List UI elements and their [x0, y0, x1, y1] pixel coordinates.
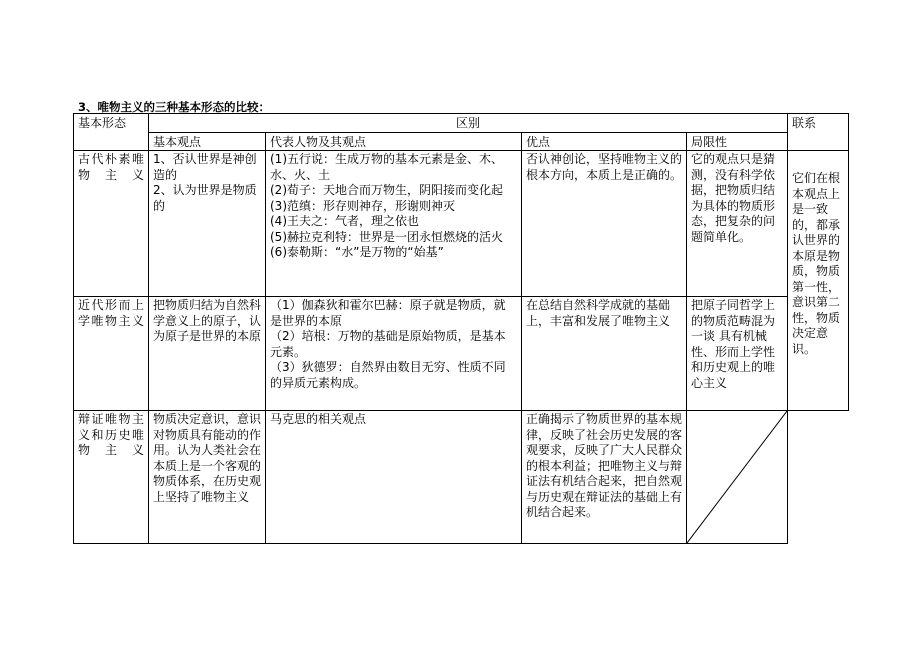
header-difference: 区别 [149, 114, 788, 133]
diagonal-line [687, 411, 787, 543]
limitations-cell: 把原子同哲学上的物质范畴混为一谈 具有机械性、形而上学性和历史观上的唯心主义 [687, 297, 788, 411]
figures-cell: 马克思的相关观点 [266, 411, 522, 544]
header-connection: 联系 [788, 114, 849, 151]
connection-cell: 它们在根本观点上是一致的，都承认世界的本原是物质，物质第一性，意识第二性，物质决定意识。 [788, 151, 849, 411]
form-cell: 辩证唯物主义和历史唯物主义 [74, 411, 149, 544]
merits-cell: 正确揭示了物质世界的基本规律，反映了社会历史发展的客观要求，反映了广大人民群众的根本利益；把唯物主义与辩证法有机结合起来，把自然观与历史观在辩证法的基础上有机结合起来。 [522, 411, 687, 544]
empty-diagonal-cell [687, 411, 788, 544]
section-title: 3、唯物主义的三种基本形态的比较： [78, 100, 270, 114]
header-form: 基本形态 [74, 114, 149, 151]
figures-cell: （1）伽森狄和霍尔巴赫：原子就是物质，就是世界的本原 （2）培根：万物的基础是原始物质，是基本元素。 （3）狄德罗：自然界由数目无穷、性质不同的异质元素构成。 [266, 297, 522, 411]
header-figures: 代表人物及其观点 [266, 132, 522, 151]
form-cell: 近代形而上学唯物主义 [74, 297, 149, 411]
limitations-cell: 它的观点只是猜测，没有科学依据，把物质归结为具体的物质形态，把复杂的问题简单化。 [687, 151, 788, 297]
header-basic-view: 基本观点 [149, 132, 266, 151]
header-merits: 优点 [522, 132, 687, 151]
comparison-table [73, 113, 849, 544]
merits-cell: 在总结自然科学成就的基础上，丰富和发展了唯物主义 [522, 297, 687, 411]
figures-cell: (1)五行说：生成万物的基本元素是金、木、水、火、土 (2)荀子：天地合而万物生，阴阳接而变化起 (3)范缜：形存则神存，形谢则神灭 (4)王夫之：气者，理之依也 (5)赫拉克利特：世界是一团永恒燃烧的活火 (6)泰勒斯：“水”是万物的“始基” [266, 151, 522, 297]
header-limitations: 局限性 [687, 132, 788, 151]
table-row [74, 297, 849, 411]
basic-view-cell: 把物质归结为自然科学意义上的原子，认为原子是世界的本原 [149, 297, 266, 411]
table-row [74, 411, 849, 544]
header-row-1 [74, 114, 849, 133]
header-row-2 [74, 132, 849, 151]
basic-view-cell: 1、否认世界是神创造的 2、认为世界是物质的 [149, 151, 266, 297]
form-cell: 古代朴素唯物主义 [74, 151, 149, 297]
merits-cell: 否认神创论，坚持唯物主义的根本方向，本质上是正确的。 [522, 151, 687, 297]
table-row [74, 151, 849, 297]
basic-view-cell: 物质决定意识，意识对物质具有能动的作用。认为人类社会在本质上是一个客观的物质体系，在历史观上坚持了唯物主义 [149, 411, 266, 544]
